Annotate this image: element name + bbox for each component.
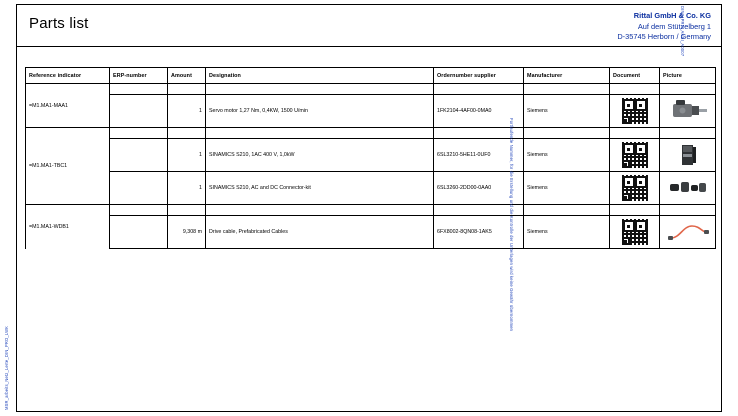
designation-cell [206,84,434,95]
erp-cell [110,216,168,249]
document-cell[interactable] [610,172,660,205]
picture-cell [660,172,716,205]
amount-cell: 9,308 m [168,216,206,249]
picture-cell [660,95,716,128]
connector-kit-photo [666,175,710,201]
table-row [26,216,716,249]
manufacturer-cell: Siemens [524,95,610,128]
ordernumber-cell: 1FK2104-4AF00-0MA0 [434,95,524,128]
column-header-manufacturer: Manufacturer [524,68,610,84]
table-row [26,139,716,172]
company-street: Auf dem Stützelberg 1 [637,21,711,31]
reference-indicator: =M1.MA1-TBC1 [26,128,110,205]
picture-cell [660,216,716,249]
margin-note-right-middle: Fortlaufende Nummer, für die Erstellung und die Kontrolle der Unterlagen wird keine Gewähr übernommen [508,118,514,332]
column-header-ordernumber: Ordernumber supplier [434,68,524,84]
ordernumber-cell: 6SL3210-5HE11-0UF0 [434,139,524,172]
erp-cell [110,128,168,139]
title-block [17,5,721,47]
parts-list-table [25,67,716,249]
company-city: D-35745 Herborn / Germany [617,32,711,41]
table-header-row [26,68,716,84]
table-group-row [26,128,716,139]
margin-note-right-top: DIN3_PRO_ANSI_A0007 [679,6,685,57]
cable-photo [666,219,710,245]
qr-code-icon[interactable] [621,218,649,246]
picture-cell [660,128,716,139]
table-group-row [26,84,716,95]
qr-code-icon[interactable] [621,174,649,202]
servo-motor-photo [666,98,710,124]
document-cell[interactable] [610,216,660,249]
manufacturer-cell: Siemens [524,172,610,205]
designation-cell [206,128,434,139]
margin-note-left-bottom: MSR_arbeits_Netz_Lerte_DIN_PRO_LWK [4,325,9,410]
amount-cell: 1 [168,139,206,172]
document-cell[interactable] [610,95,660,128]
document-cell[interactable] [610,139,660,172]
column-header-reference: Reference indicator [26,68,110,84]
manufacturer-cell: Siemens [524,216,610,249]
designation-cell: Drive cable, Prefabricated Cables [206,216,434,249]
page-title: Parts list [29,15,89,32]
reference-indicator: =M1.MA1-MAA1 [26,84,110,128]
drive-module-photo [666,142,710,168]
document-cell [610,84,660,95]
designation-cell: SINAMICS S210, 1AC 400 V, 1,0kW [206,139,434,172]
amount-cell [168,84,206,95]
table-row [26,172,716,205]
drawing-frame [16,4,722,412]
column-header-picture: Picture [660,68,716,84]
column-header-amount: Amount [168,68,206,84]
picture-cell [660,84,716,95]
manufacturer-cell [524,205,610,216]
company-address [617,11,711,43]
column-header-designation: Designation [206,68,434,84]
designation-cell: SINAMICS S210, AC and DC Connector-kit [206,172,434,205]
ordernumber-cell: 6FX8002-8QN08-1AK5 [434,216,524,249]
company-name: Rittal GmbH & Co. KG [633,11,711,20]
qr-code-icon[interactable] [621,97,649,125]
designation-cell: Servo motor 1,27 Nm, 0,4KW, 1500 U/min [206,95,434,128]
erp-cell [110,84,168,95]
amount-cell: 1 [168,95,206,128]
designation-cell [206,205,434,216]
manufacturer-cell [524,128,610,139]
picture-cell [660,205,716,216]
document-cell [610,205,660,216]
amount-cell [168,205,206,216]
table-group-row [26,205,716,216]
erp-cell [110,139,168,172]
ordernumber-cell [434,84,524,95]
column-header-erp: ERP-number [110,68,168,84]
ordernumber-cell: 6SL3260-2DD00-0AA0 [434,172,524,205]
amount-cell [168,128,206,139]
erp-cell [110,172,168,205]
manufacturer-cell: Siemens [524,139,610,172]
column-header-document: Document [610,68,660,84]
table-row [26,95,716,128]
document-cell [610,128,660,139]
erp-cell [110,205,168,216]
reference-indicator: =M1.MA1-WDB1 [26,205,110,249]
qr-code-icon[interactable] [621,141,649,169]
picture-cell [660,139,716,172]
erp-cell [110,95,168,128]
amount-cell: 1 [168,172,206,205]
manufacturer-cell [524,84,610,95]
